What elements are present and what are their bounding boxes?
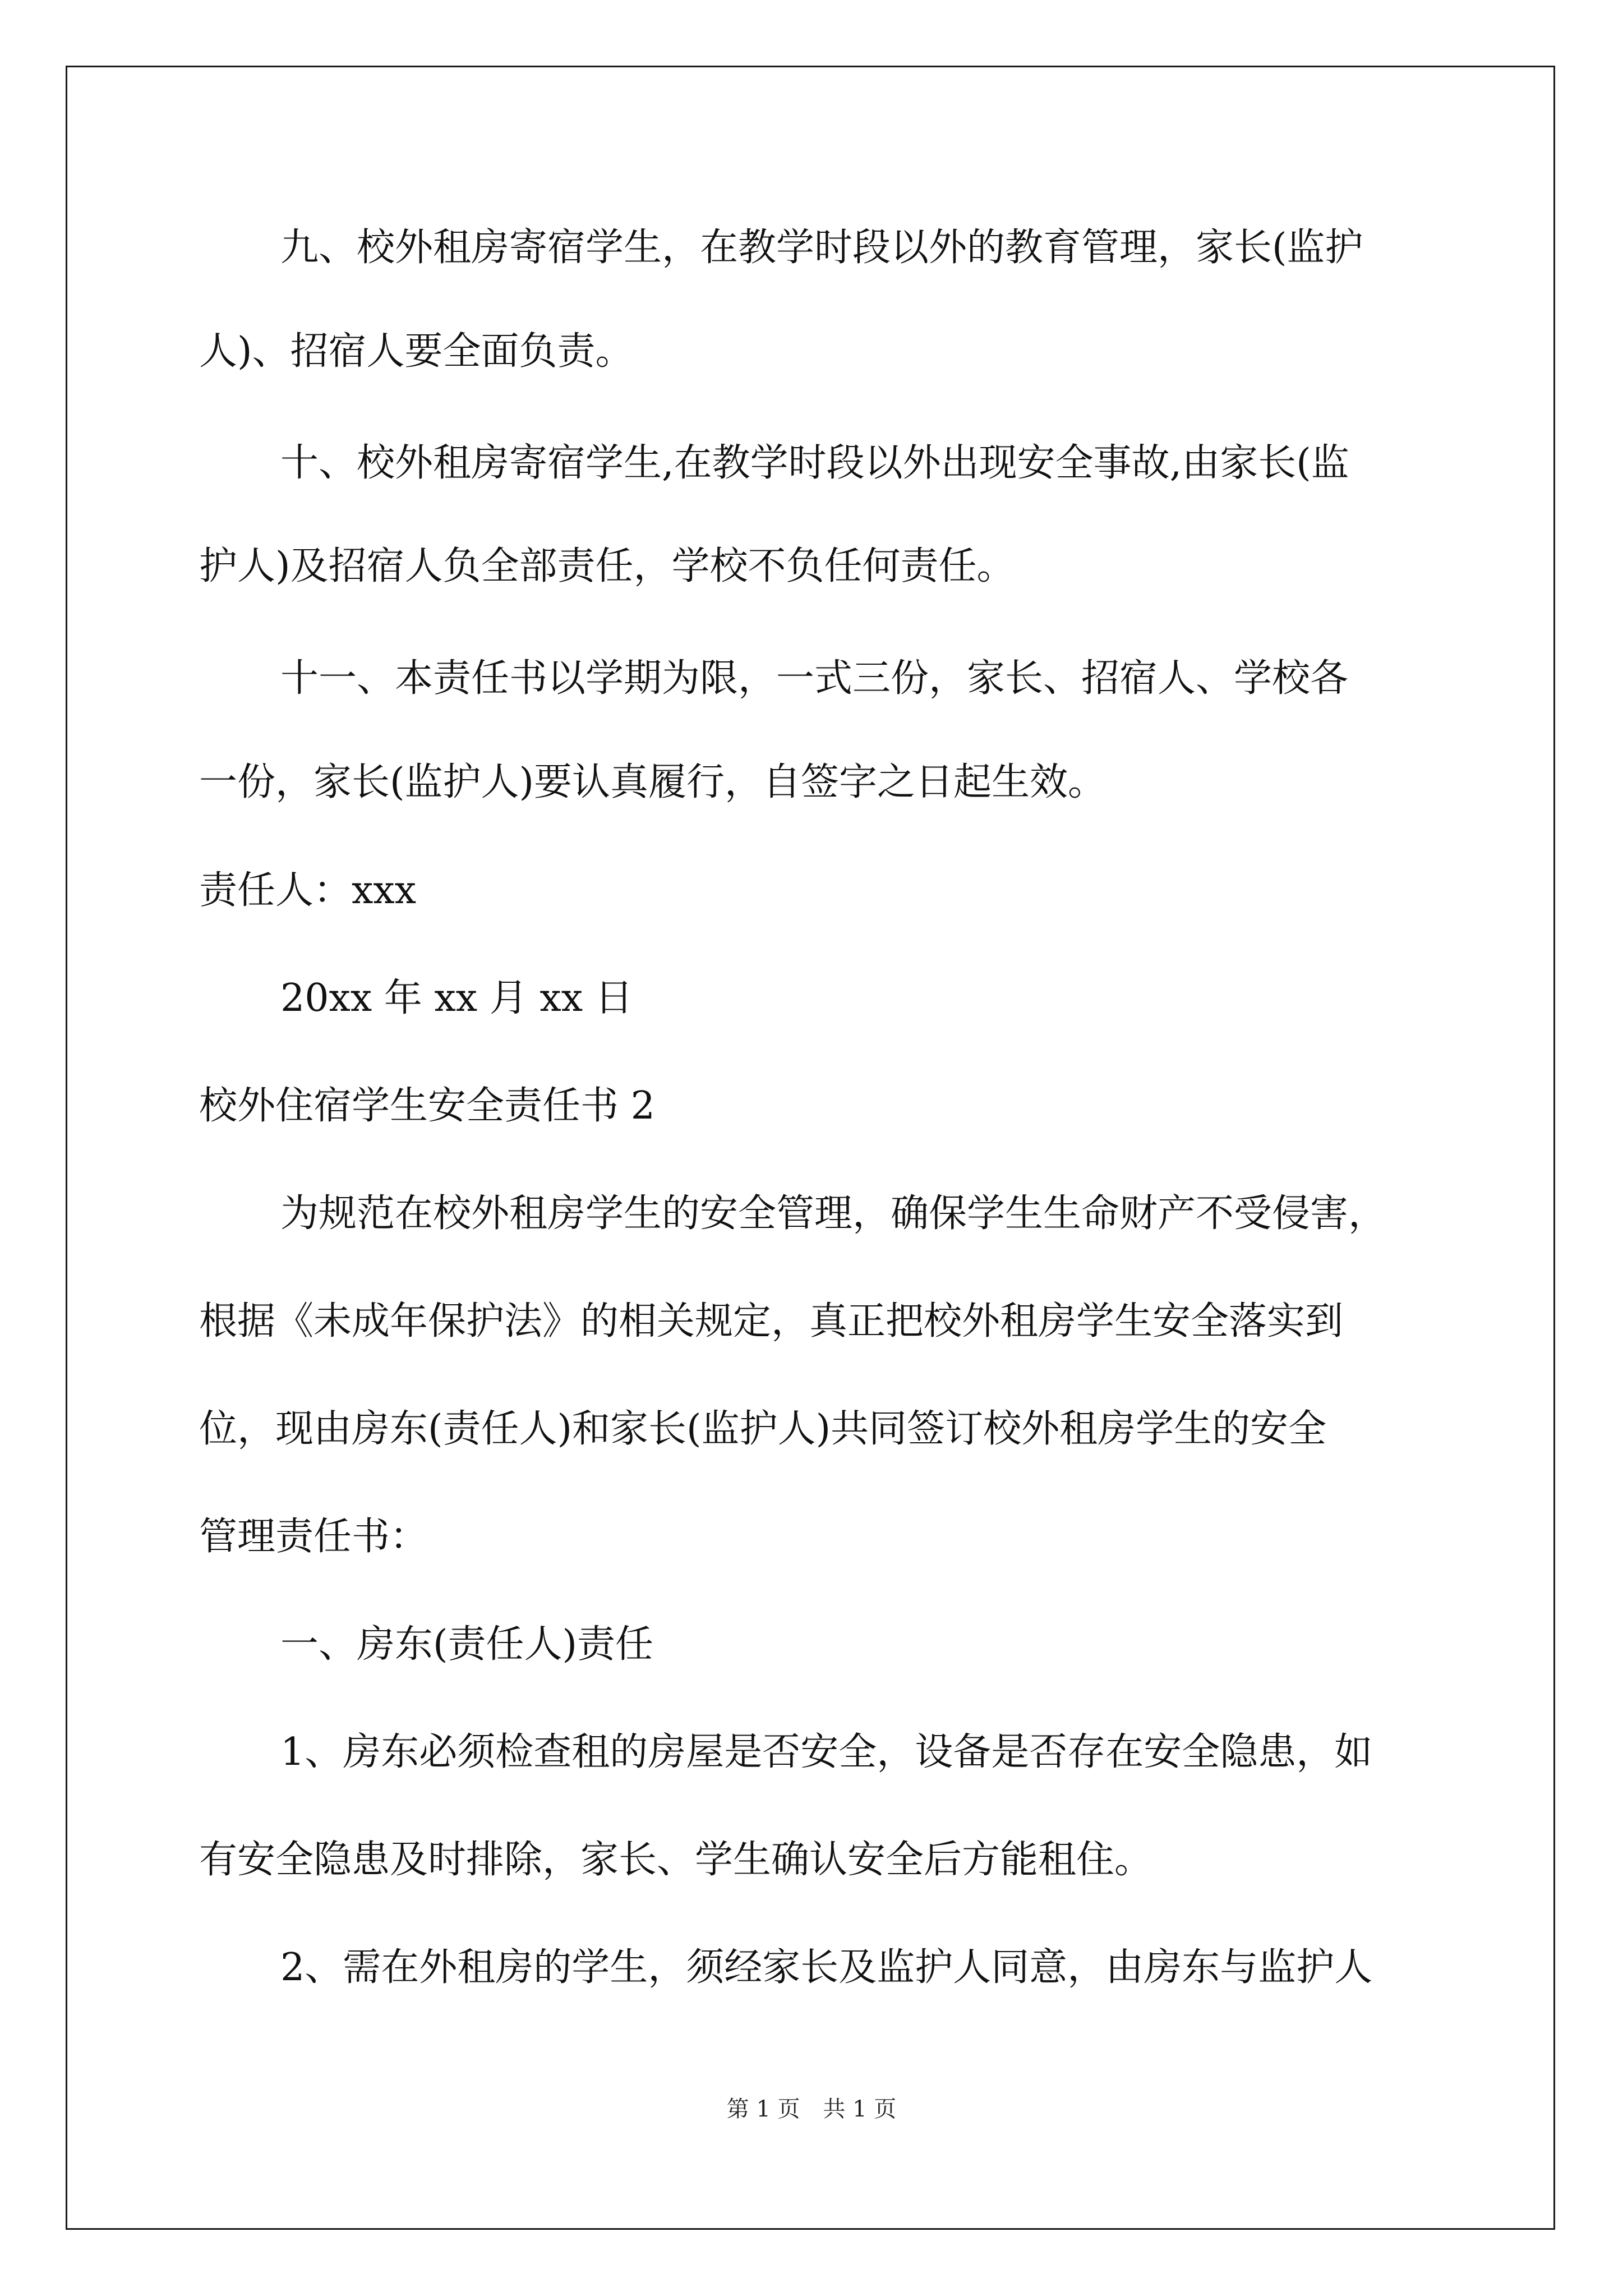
page-border (66, 66, 1555, 2230)
paragraph-line: 根据《未成年保护法》的相关规定，真正把校外租房学生安全落实到 (199, 1299, 1344, 1343)
paragraph-line: 十一、本责任书以学期为限，一式三份，家长、招宿人、学校各 (280, 656, 1349, 701)
page-total: 共 1 页 (823, 2096, 897, 2122)
signature-line: 责任人：xxx (199, 868, 417, 913)
paragraph-line: 九、校外租房寄宿学生，在教学时段以外的教育管理，家长(监护 (280, 226, 1363, 270)
paragraph-line: 人)、招宿人要全面负责。 (199, 329, 634, 374)
paragraph-line: 护人)及招宿人负全部责任，学校不负任何责任。 (199, 544, 1015, 588)
paragraph-line: 位，现由房东(责任人)和家长(监护人)共同签订校外租房学生的安全 (199, 1407, 1327, 1451)
paragraph-line: 十、校外租房寄宿学生,在教学时段以外出现安全事故,由家长(监 (280, 441, 1349, 485)
paragraph-line: 一份，家长(监护人)要认真履行，自签字之日起生效。 (199, 760, 1106, 804)
paragraph-line: 1、房东必须检查租的房屋是否安全，设备是否存在安全隐患，如 (280, 1730, 1373, 1774)
paragraph-line: 管理责任书： (199, 1515, 428, 1559)
subheading: 一、房东(责任人)责任 (280, 1622, 654, 1667)
page-number: 第 1 页 (726, 2096, 800, 2122)
page-footer (0, 2095, 1623, 2123)
paragraph-line: 2、需在外租房的学生，须经家长及监护人同意，由房东与监护人 (280, 1945, 1373, 1990)
section-title: 校外住宿学生安全责任书 2 (199, 1084, 655, 1128)
paragraph-line: 为规范在校外租房学生的安全管理，确保学生生命财产不受侵害， (280, 1191, 1387, 1236)
date-line: 20xx 年 xx 月 xx 日 (280, 976, 633, 1020)
paragraph-line: 有安全隐患及时排除，家长、学生确认安全后方能租住。 (199, 1838, 1153, 1882)
